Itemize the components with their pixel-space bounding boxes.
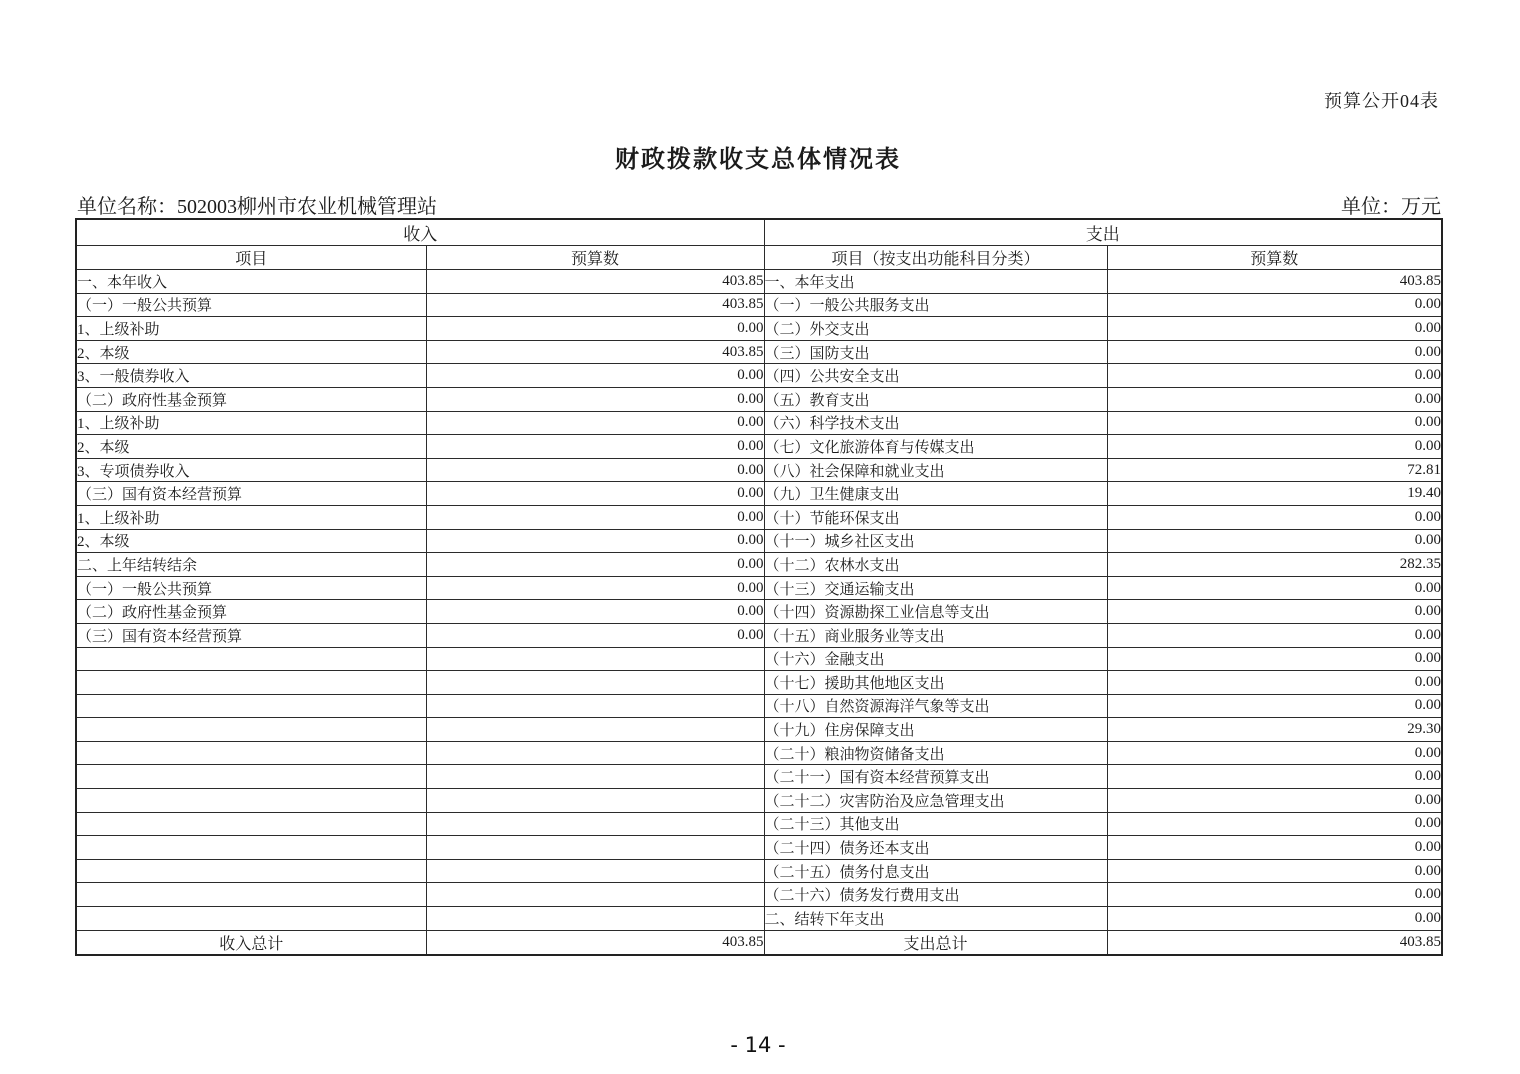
income-item-label bbox=[76, 647, 426, 671]
income-item-label: 2、本级 bbox=[76, 529, 426, 553]
expense-item-value: 0.00 bbox=[1107, 529, 1442, 553]
table-row bbox=[76, 883, 1442, 907]
section-header-row bbox=[76, 219, 1442, 246]
expense-item-value: 72.81 bbox=[1107, 458, 1442, 482]
expense-item-label: （十八）自然资源海洋气象等支出 bbox=[764, 694, 1107, 718]
expense-item-label: （十六）金融支出 bbox=[764, 647, 1107, 671]
expense-item-label: （十二）农林水支出 bbox=[764, 553, 1107, 577]
income-item-label bbox=[76, 694, 426, 718]
expense-budget-column-header: 预算数 bbox=[1107, 246, 1442, 270]
expense-item-label: （七）文化旅游体育与传媒支出 bbox=[764, 435, 1107, 459]
expense-item-label: （三）国防支出 bbox=[764, 340, 1107, 364]
income-item-label: 一、本年收入 bbox=[76, 270, 426, 294]
table-row bbox=[76, 741, 1442, 765]
income-item-value: 0.00 bbox=[426, 411, 764, 435]
sheet bbox=[75, 0, 1441, 1074]
expense-item-value: 0.00 bbox=[1107, 741, 1442, 765]
table-row bbox=[76, 600, 1442, 624]
expense-item-value: 0.00 bbox=[1107, 411, 1442, 435]
income-item-value: 0.00 bbox=[426, 435, 764, 459]
table-row bbox=[76, 836, 1442, 860]
income-item-label bbox=[76, 836, 426, 860]
income-item-value bbox=[426, 671, 764, 695]
expense-item-label: （十七）援助其他地区支出 bbox=[764, 671, 1107, 695]
expense-item-label: （一）一般公共服务支出 bbox=[764, 293, 1107, 317]
expense-item-label: 一、本年支出 bbox=[764, 270, 1107, 294]
income-item-label bbox=[76, 765, 426, 789]
expense-item-value: 0.00 bbox=[1107, 293, 1442, 317]
income-item-label: （二）政府性基金预算 bbox=[76, 600, 426, 624]
income-item-value: 0.00 bbox=[426, 317, 764, 341]
income-item-label: 1、上级补助 bbox=[76, 317, 426, 341]
table-row bbox=[76, 364, 1442, 388]
form-code-label: 预算公开04表 bbox=[1324, 91, 1439, 111]
income-item-label: （一）一般公共预算 bbox=[76, 293, 426, 317]
expense-item-label: （十三）交通运输支出 bbox=[764, 576, 1107, 600]
income-item-label bbox=[76, 883, 426, 907]
expense-item-label: （二十五）债务付息支出 bbox=[764, 859, 1107, 883]
expense-item-label: （八）社会保障和就业支出 bbox=[764, 458, 1107, 482]
table-row bbox=[76, 458, 1442, 482]
income-item-label: （三）国有资本经营预算 bbox=[76, 623, 426, 647]
expense-item-label: （十四）资源勘探工业信息等支出 bbox=[764, 600, 1107, 624]
income-item-label: 1、上级补助 bbox=[76, 411, 426, 435]
expense-item-label: （十一）城乡社区支出 bbox=[764, 529, 1107, 553]
table-row bbox=[76, 411, 1442, 435]
income-item-label bbox=[76, 859, 426, 883]
income-item-label bbox=[76, 907, 426, 931]
table-row bbox=[76, 505, 1442, 529]
table-row bbox=[76, 293, 1442, 317]
income-item-label bbox=[76, 741, 426, 765]
expense-item-label: （二十三）其他支出 bbox=[764, 812, 1107, 836]
budget-table-body bbox=[76, 270, 1442, 955]
expense-item-label: 二、结转下年支出 bbox=[764, 907, 1107, 931]
income-item-label: 1、上级补助 bbox=[76, 505, 426, 529]
expense-item-value: 0.00 bbox=[1107, 836, 1442, 860]
income-item-value: 0.00 bbox=[426, 553, 764, 577]
income-item-label: 3、一般债券收入 bbox=[76, 364, 426, 388]
expense-item-label: （十五）商业服务业等支出 bbox=[764, 623, 1107, 647]
expense-item-label: （二十）粮油物资储备支出 bbox=[764, 741, 1107, 765]
expense-item-value: 0.00 bbox=[1107, 387, 1442, 411]
expense-item-value: 403.85 bbox=[1107, 930, 1442, 955]
expense-item-value: 0.00 bbox=[1107, 600, 1442, 624]
income-item-value: 403.85 bbox=[426, 293, 764, 317]
income-item-value: 403.85 bbox=[426, 270, 764, 294]
table-row bbox=[76, 553, 1442, 577]
income-item-label: 3、专项债券收入 bbox=[76, 458, 426, 482]
income-item-label: （一）一般公共预算 bbox=[76, 576, 426, 600]
table-row bbox=[76, 718, 1442, 742]
table-row bbox=[76, 482, 1442, 506]
expense-item-value: 403.85 bbox=[1107, 270, 1442, 294]
expense-item-value: 0.00 bbox=[1107, 907, 1442, 931]
income-item-label: 二、上年结转结余 bbox=[76, 553, 426, 577]
income-item-label bbox=[76, 789, 426, 813]
income-item-value: 0.00 bbox=[426, 387, 764, 411]
income-item-value: 0.00 bbox=[426, 364, 764, 388]
income-item-value bbox=[426, 765, 764, 789]
expense-item-label: （四）公共安全支出 bbox=[764, 364, 1107, 388]
table-row bbox=[76, 812, 1442, 836]
income-item-value: 403.85 bbox=[426, 930, 764, 955]
income-section-header: 收入 bbox=[76, 219, 764, 246]
income-item-label: 2、本级 bbox=[76, 340, 426, 364]
table-row bbox=[76, 907, 1442, 931]
income-item-value: 0.00 bbox=[426, 529, 764, 553]
income-item-label: 2、本级 bbox=[76, 435, 426, 459]
budget-table-head bbox=[76, 219, 1442, 270]
expense-item-label: （十）节能环保支出 bbox=[764, 505, 1107, 529]
income-item-value: 0.00 bbox=[426, 505, 764, 529]
expense-item-value: 282.35 bbox=[1107, 553, 1442, 577]
expense-item-value: 0.00 bbox=[1107, 859, 1442, 883]
income-item-value bbox=[426, 741, 764, 765]
table-row bbox=[76, 647, 1442, 671]
expense-item-value: 0.00 bbox=[1107, 576, 1442, 600]
expense-item-value: 0.00 bbox=[1107, 317, 1442, 341]
table-row bbox=[76, 623, 1442, 647]
income-budget-column-header: 预算数 bbox=[426, 246, 764, 270]
income-item-value: 0.00 bbox=[426, 482, 764, 506]
expense-item-value: 0.00 bbox=[1107, 435, 1442, 459]
expense-item-label: （二十四）债务还本支出 bbox=[764, 836, 1107, 860]
income-item-value bbox=[426, 907, 764, 931]
income-item-label bbox=[76, 671, 426, 695]
expense-item-value: 0.00 bbox=[1107, 340, 1442, 364]
income-item-label: （二）政府性基金预算 bbox=[76, 387, 426, 411]
expense-item-value: 0.00 bbox=[1107, 364, 1442, 388]
expense-item-label: （十九）住房保障支出 bbox=[764, 718, 1107, 742]
income-item-value bbox=[426, 859, 764, 883]
income-item-value bbox=[426, 694, 764, 718]
column-header-row bbox=[76, 246, 1442, 270]
table-row bbox=[76, 270, 1442, 294]
expense-item-value: 0.00 bbox=[1107, 671, 1442, 695]
income-item-value bbox=[426, 789, 764, 813]
table-row bbox=[76, 529, 1442, 553]
expense-item-value: 29.30 bbox=[1107, 718, 1442, 742]
table-row bbox=[76, 859, 1442, 883]
income-item-value bbox=[426, 647, 764, 671]
expense-item-label: 支出总计 bbox=[764, 930, 1107, 955]
expense-section-header: 支出 bbox=[764, 219, 1442, 246]
expense-item-column-header: 项目（按支出功能科目分类） bbox=[764, 246, 1107, 270]
expense-item-label: （二十一）国有资本经营预算支出 bbox=[764, 765, 1107, 789]
table-row bbox=[76, 340, 1442, 364]
unit-of-measure-label: 单位：万元 bbox=[1341, 196, 1441, 218]
expense-item-value: 0.00 bbox=[1107, 812, 1442, 836]
expense-item-label: （二十二）灾害防治及应急管理支出 bbox=[764, 789, 1107, 813]
expense-item-value: 0.00 bbox=[1107, 694, 1442, 718]
income-item-value bbox=[426, 836, 764, 860]
budget-table bbox=[75, 218, 1443, 956]
expense-item-value: 0.00 bbox=[1107, 647, 1442, 671]
income-item-value: 0.00 bbox=[426, 623, 764, 647]
table-row bbox=[76, 387, 1442, 411]
expense-item-label: （六）科学技术支出 bbox=[764, 411, 1107, 435]
income-item-value: 403.85 bbox=[426, 340, 764, 364]
income-item-value bbox=[426, 812, 764, 836]
table-row bbox=[76, 789, 1442, 813]
income-item-label bbox=[76, 812, 426, 836]
expense-item-value: 0.00 bbox=[1107, 505, 1442, 529]
expense-item-value: 0.00 bbox=[1107, 765, 1442, 789]
income-item-value: 0.00 bbox=[426, 600, 764, 624]
table-row bbox=[76, 317, 1442, 341]
expense-item-label: （二十六）债务发行费用支出 bbox=[764, 883, 1107, 907]
income-item-column-header: 项目 bbox=[76, 246, 426, 270]
income-item-label: （三）国有资本经营预算 bbox=[76, 482, 426, 506]
page-number: - 14 - bbox=[730, 1033, 786, 1057]
income-item-value bbox=[426, 883, 764, 907]
expense-item-label: （五）教育支出 bbox=[764, 387, 1107, 411]
table-row bbox=[76, 930, 1442, 955]
income-item-label: 收入总计 bbox=[76, 930, 426, 955]
income-item-value bbox=[426, 718, 764, 742]
table-row bbox=[76, 765, 1442, 789]
expense-item-value: 0.00 bbox=[1107, 623, 1442, 647]
expense-item-label: （九）卫生健康支出 bbox=[764, 482, 1107, 506]
table-row bbox=[76, 671, 1442, 695]
page-title: 财政拨款收支总体情况表 bbox=[615, 147, 901, 173]
income-item-value: 0.00 bbox=[426, 576, 764, 600]
table-row bbox=[76, 694, 1442, 718]
unit-name-label: 单位名称：502003柳州市农业机械管理站 bbox=[77, 196, 437, 218]
table-row bbox=[76, 576, 1442, 600]
income-item-label bbox=[76, 718, 426, 742]
expense-item-value: 0.00 bbox=[1107, 789, 1442, 813]
meta-row bbox=[77, 190, 1441, 219]
expense-item-value: 0.00 bbox=[1107, 883, 1442, 907]
expense-item-value: 19.40 bbox=[1107, 482, 1442, 506]
expense-item-label: （二）外交支出 bbox=[764, 317, 1107, 341]
table-row bbox=[76, 435, 1442, 459]
income-item-value: 0.00 bbox=[426, 458, 764, 482]
